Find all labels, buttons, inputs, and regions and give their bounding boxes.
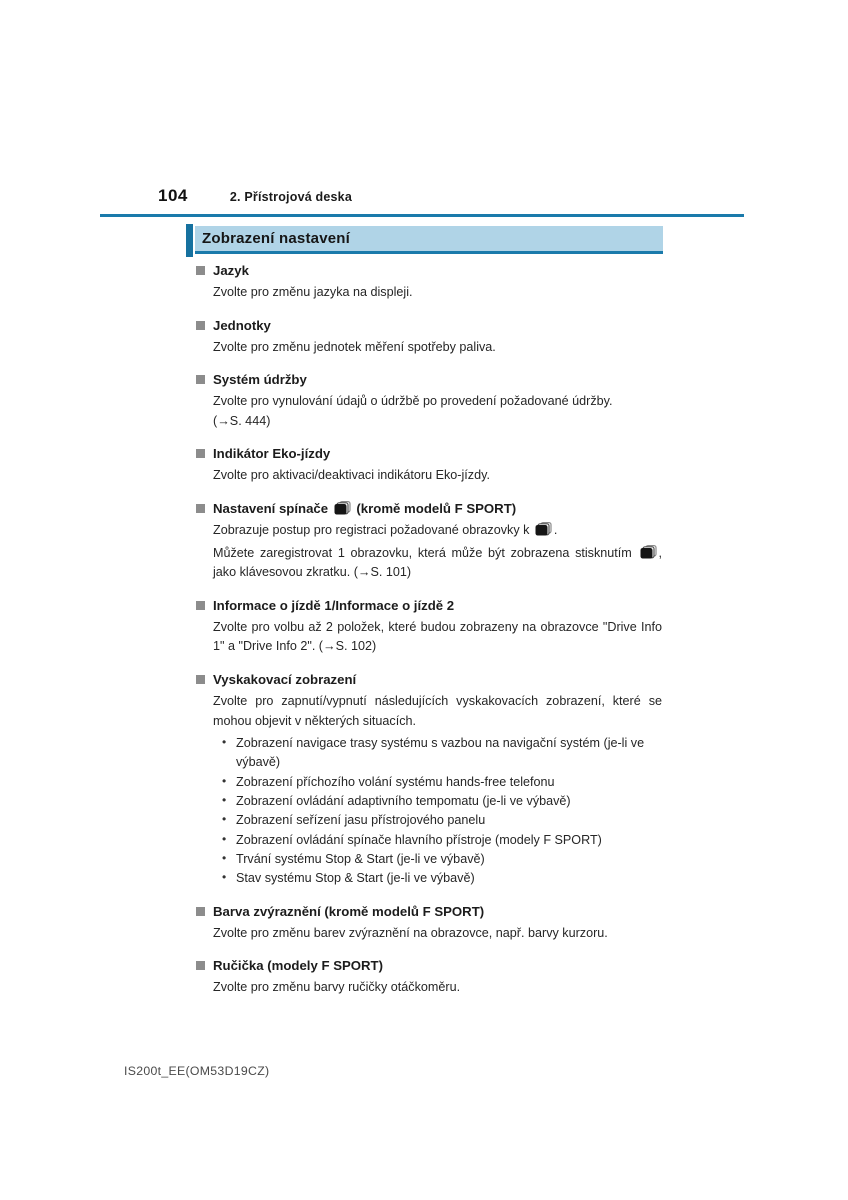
section-body [213, 283, 662, 303]
section-heading-text: Ručička (modely F SPORT) [213, 958, 384, 974]
section-paragraph: Zvolte pro změnu barvy ručičky otáčkoměru. [213, 980, 461, 995]
section-heading [196, 596, 662, 615]
header-rule [100, 214, 744, 217]
section-body [213, 924, 662, 944]
dot-bullet-icon: • [222, 812, 227, 827]
popup-item-text: Zobrazení ovládání adaptivního tempomatu (je-li ve výbavě) [236, 794, 571, 809]
section-body [213, 466, 662, 486]
square-bullet-icon [196, 321, 205, 330]
dot-bullet-icon: • [222, 850, 227, 865]
section-heading [196, 370, 662, 389]
title-accent-bar [186, 224, 193, 257]
section-body [213, 618, 662, 657]
popup-item-text: Trvání systému Stop & Start (je-li ve výbavě) [236, 851, 485, 866]
display-switch-icon [334, 501, 351, 515]
section-paragraph: Zvolte pro volbu až 2 položek, které budou zobrazeny na obrazovce "Drive Info 1" a "Drive Info 2". (→S. 102) [213, 619, 662, 654]
popup-display-item [222, 734, 662, 773]
square-bullet-icon [196, 449, 205, 458]
popup-item-text: Zobrazení navigace trasy systému s vazbou na navigační systém (je-li ve výbavě) [236, 736, 645, 770]
section-heading-text: Systém údržby [213, 372, 307, 388]
popup-item-text: Stav systému Stop & Start (je-li ve výbavě) [236, 871, 475, 886]
section-heading-text: Vyskakovací zobrazení [213, 671, 357, 687]
section-paragraph: Zvolte pro změnu jednotek měření spotřeby paliva. [213, 339, 496, 354]
section-heading [196, 316, 662, 335]
manual-section [196, 261, 662, 303]
settings-sections [196, 252, 662, 998]
section-heading-text: Informace o jízdě 1/Informace o jízdě 2 [213, 597, 455, 613]
manual-section [196, 370, 662, 431]
square-bullet-icon [196, 961, 205, 970]
square-bullet-icon [196, 266, 205, 275]
popup-display-item [222, 850, 662, 869]
square-bullet-icon [196, 601, 205, 610]
section-heading [196, 956, 662, 975]
section-paragraph: Zvolte pro vynulování údajů o údržbě po provedení požadované údržby. (→S. 444) [213, 394, 613, 428]
manual-section [196, 316, 662, 358]
section-heading [196, 670, 662, 689]
popup-display-item [222, 811, 662, 830]
section-heading-text: Nastavení spínače (kromě modelů F SPORT) [213, 500, 517, 516]
popup-display-item [222, 792, 662, 811]
manual-section [196, 956, 662, 998]
popup-item-text: Zobrazení seřízení jasu přístrojového panelu [236, 813, 486, 828]
dot-bullet-icon: • [222, 735, 227, 750]
popup-item-text: Zobrazení ovládání spínače hlavního přístroje (modely F SPORT) [236, 832, 602, 847]
page-number: 104 [158, 186, 188, 205]
manual-section [196, 902, 662, 944]
section-paragraph: Zvolte pro zapnutí/vypnutí následujících vyskakovacích zobrazení, které se mohou objevit v některých situacích. [213, 693, 662, 728]
section-body [213, 338, 662, 358]
section-heading [196, 499, 662, 518]
section-heading [196, 261, 662, 280]
dot-bullet-icon: • [222, 773, 227, 788]
page-header [158, 186, 352, 206]
section-body [213, 692, 662, 889]
section-heading-text: Jednotky [213, 317, 271, 333]
section-paragraph: Zvolte pro aktivaci/deaktivaci indikátoru Eko-jízdy. [213, 468, 490, 483]
display-switch-icon [640, 545, 657, 559]
chapter-title: 2. Přístrojová deska [229, 190, 352, 204]
section-paragraph: Zvolte pro změnu jazyka na displeji. [213, 285, 413, 299]
popup-item-text: Zobrazení příchozího volání systému hands-free telefonu [236, 774, 555, 789]
manual-section [196, 499, 662, 583]
section-title: Zobrazení nastavení [202, 230, 351, 247]
section-body [213, 978, 662, 998]
square-bullet-icon [196, 504, 205, 513]
popup-display-item [222, 773, 662, 792]
manual-section [196, 444, 662, 486]
dot-bullet-icon: • [222, 793, 227, 808]
popup-display-list [213, 734, 662, 888]
title-fill [195, 226, 663, 254]
square-bullet-icon [196, 675, 205, 684]
popup-display-item [222, 869, 662, 888]
manual-section [196, 596, 662, 657]
section-body [213, 392, 662, 431]
dot-bullet-icon: • [222, 870, 227, 885]
display-switch-icon [535, 522, 552, 536]
section-paragraph: Zobrazuje postup pro registraci požadované obrazovky k . [213, 522, 558, 537]
dot-bullet-icon: • [222, 831, 227, 846]
section-paragraph: Zvolte pro změnu barev zvýraznění na obrazovce, např. barvy kurzoru. [213, 925, 608, 940]
section-heading-text: Barva zvýraznění (kromě modelů F SPORT) [213, 903, 485, 919]
section-heading [196, 444, 662, 463]
square-bullet-icon [196, 375, 205, 384]
section-heading-text: Jazyk [213, 263, 249, 278]
popup-display-item [222, 831, 662, 850]
footer-code: IS200t_EE(OM53D19CZ) [124, 1064, 270, 1078]
manual-section [196, 670, 662, 889]
section-heading [196, 902, 662, 921]
square-bullet-icon [196, 907, 205, 916]
section-paragraph: Můžete zaregistrovat 1 obrazovku, která může být zobrazena stisknutím , jako klávesovou zkratku. (→S. 101) [213, 545, 662, 580]
section-body [213, 521, 662, 583]
section-heading-text: Indikátor Eko-jízdy [213, 446, 331, 462]
